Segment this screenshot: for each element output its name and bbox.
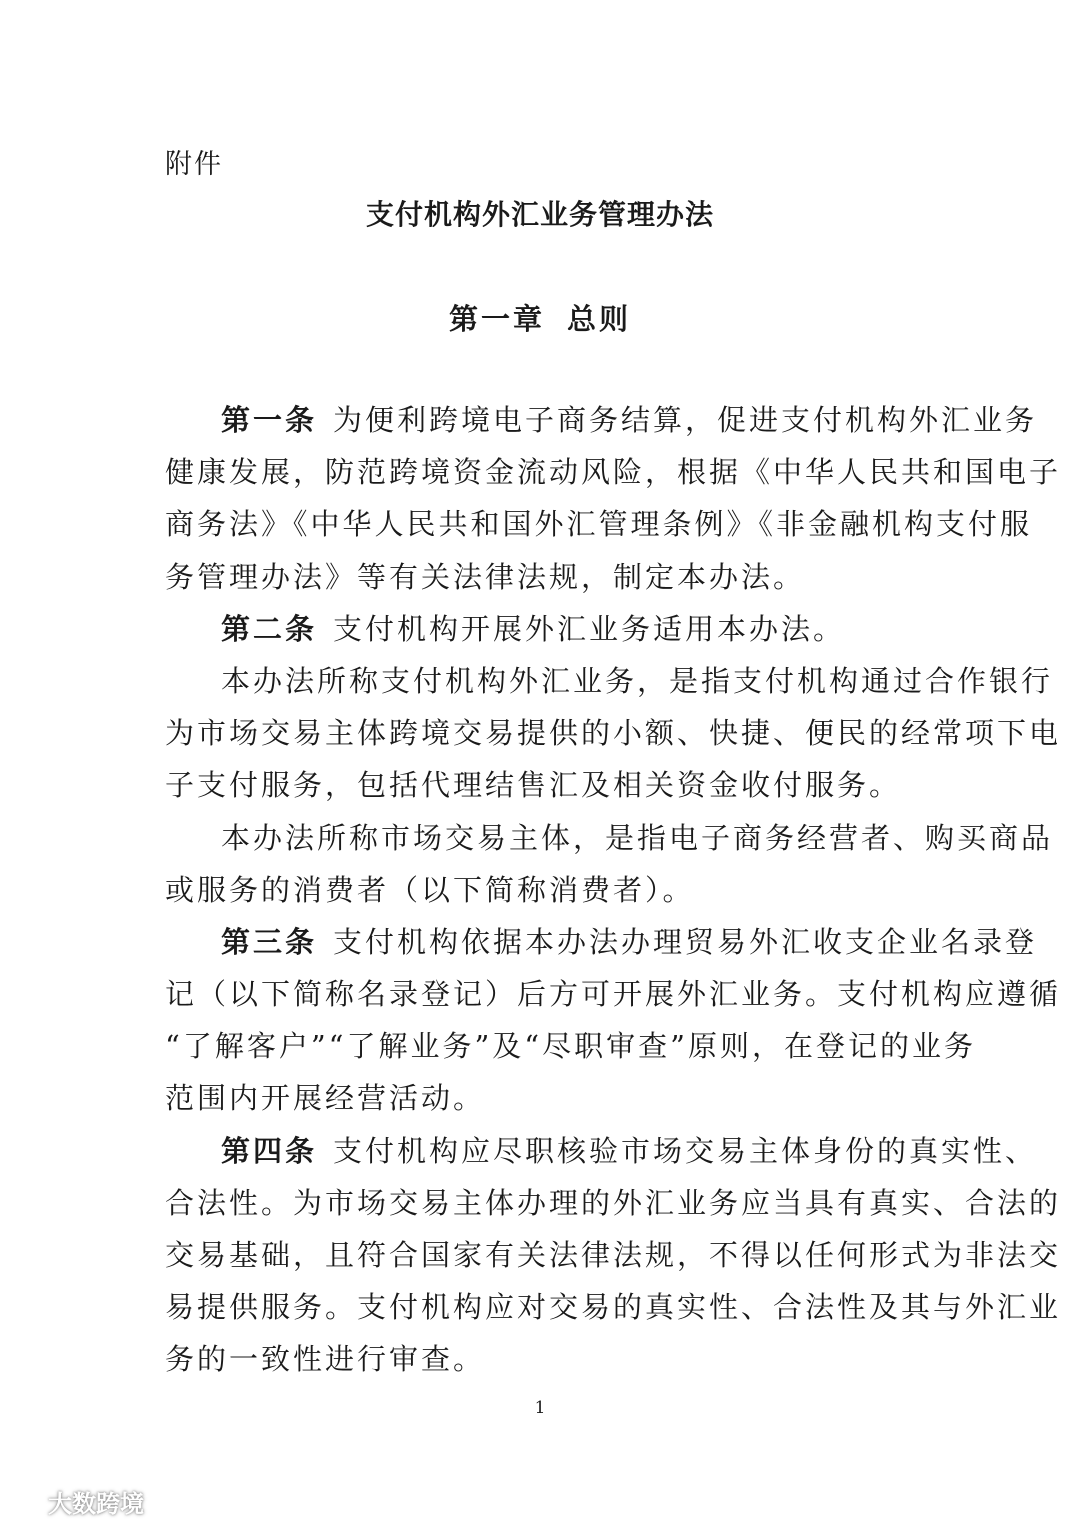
article-first-line	[165, 603, 917, 655]
watermark	[14, 1484, 144, 1519]
watermark-text: 大数跨境	[48, 1490, 144, 1518]
article-text: 支付机构开展外汇业务适用本办法。	[333, 611, 846, 646]
attachment-label: 附件	[165, 149, 223, 180]
text-line: 本办法所称支付机构外汇业务，是指支付机构通过合作银行	[221, 663, 1054, 698]
text-line: 健康发展，防范跨境资金流动风险，根据《中华人民共和国电子	[165, 455, 1062, 490]
article-first-line	[165, 394, 1038, 446]
text-line: 务的一致性进行审查。	[165, 1342, 486, 1377]
article-first-line	[165, 916, 1038, 968]
text-line: “了解客户”“了解业务”及“尽职审查”原则，在登记的业务	[165, 1029, 976, 1064]
text-line: 交易基础，且符合国家有关法律法规，不得以任何形式为非法交	[165, 1238, 1062, 1272]
article-label: 第四条	[221, 1133, 318, 1168]
chapter-name: 总则	[567, 302, 632, 336]
text-line: 商务法》《中华人民共和国外汇管理条例》《非金融机构支付服	[165, 507, 1033, 542]
article-label: 第一条	[221, 403, 318, 437]
document-title: 支付机构外汇业务管理办法	[365, 198, 714, 231]
page-number: 1	[534, 1398, 546, 1418]
text-line: 合法性。为市场交易主体办理的外汇业务应当具有真实、合法的	[165, 1185, 1062, 1220]
article-text: 支付机构应尽职核验市场交易主体身份的真实性、	[333, 1133, 1038, 1168]
chapter-number: 第一章	[448, 302, 545, 336]
article-label: 第二条	[221, 611, 318, 646]
document-body	[165, 394, 1062, 1386]
article-text: 支付机构依据本办法办理贸易外汇收支企业名录登	[333, 924, 1038, 959]
text-line: 或服务的消费者（以下简称消费者）。	[165, 872, 695, 907]
text-line: 为市场交易主体跨境交易提供的小额、快捷、便民的经常项下电	[165, 716, 1062, 751]
text-line: 务管理办法》等有关法律法规，制定本办法。	[165, 559, 806, 594]
text-line: 范围内开展经营活动。	[165, 1081, 486, 1116]
chapter-heading	[0, 297, 1080, 338]
text-line: 子支付服务，包括代理结售汇及相关资金收付服务。	[165, 768, 902, 803]
article-first-line	[165, 1125, 1038, 1177]
weibo-logo-icon	[14, 1490, 44, 1514]
article-label: 第三条	[221, 924, 318, 959]
text-line: 记（以下简称名录登记）后方可开展外汇业务。支付机构应遵循	[165, 977, 1062, 1012]
article-text: 为便利跨境电子商务结算，促进支付机构外汇业务	[333, 403, 1038, 437]
text-line: 本办法所称市场交易主体，是指电子商务经营者、购买商品	[221, 820, 1054, 855]
text-line: 易提供服务。支付机构应对交易的真实性、合法性及其与外汇业	[165, 1290, 1062, 1325]
